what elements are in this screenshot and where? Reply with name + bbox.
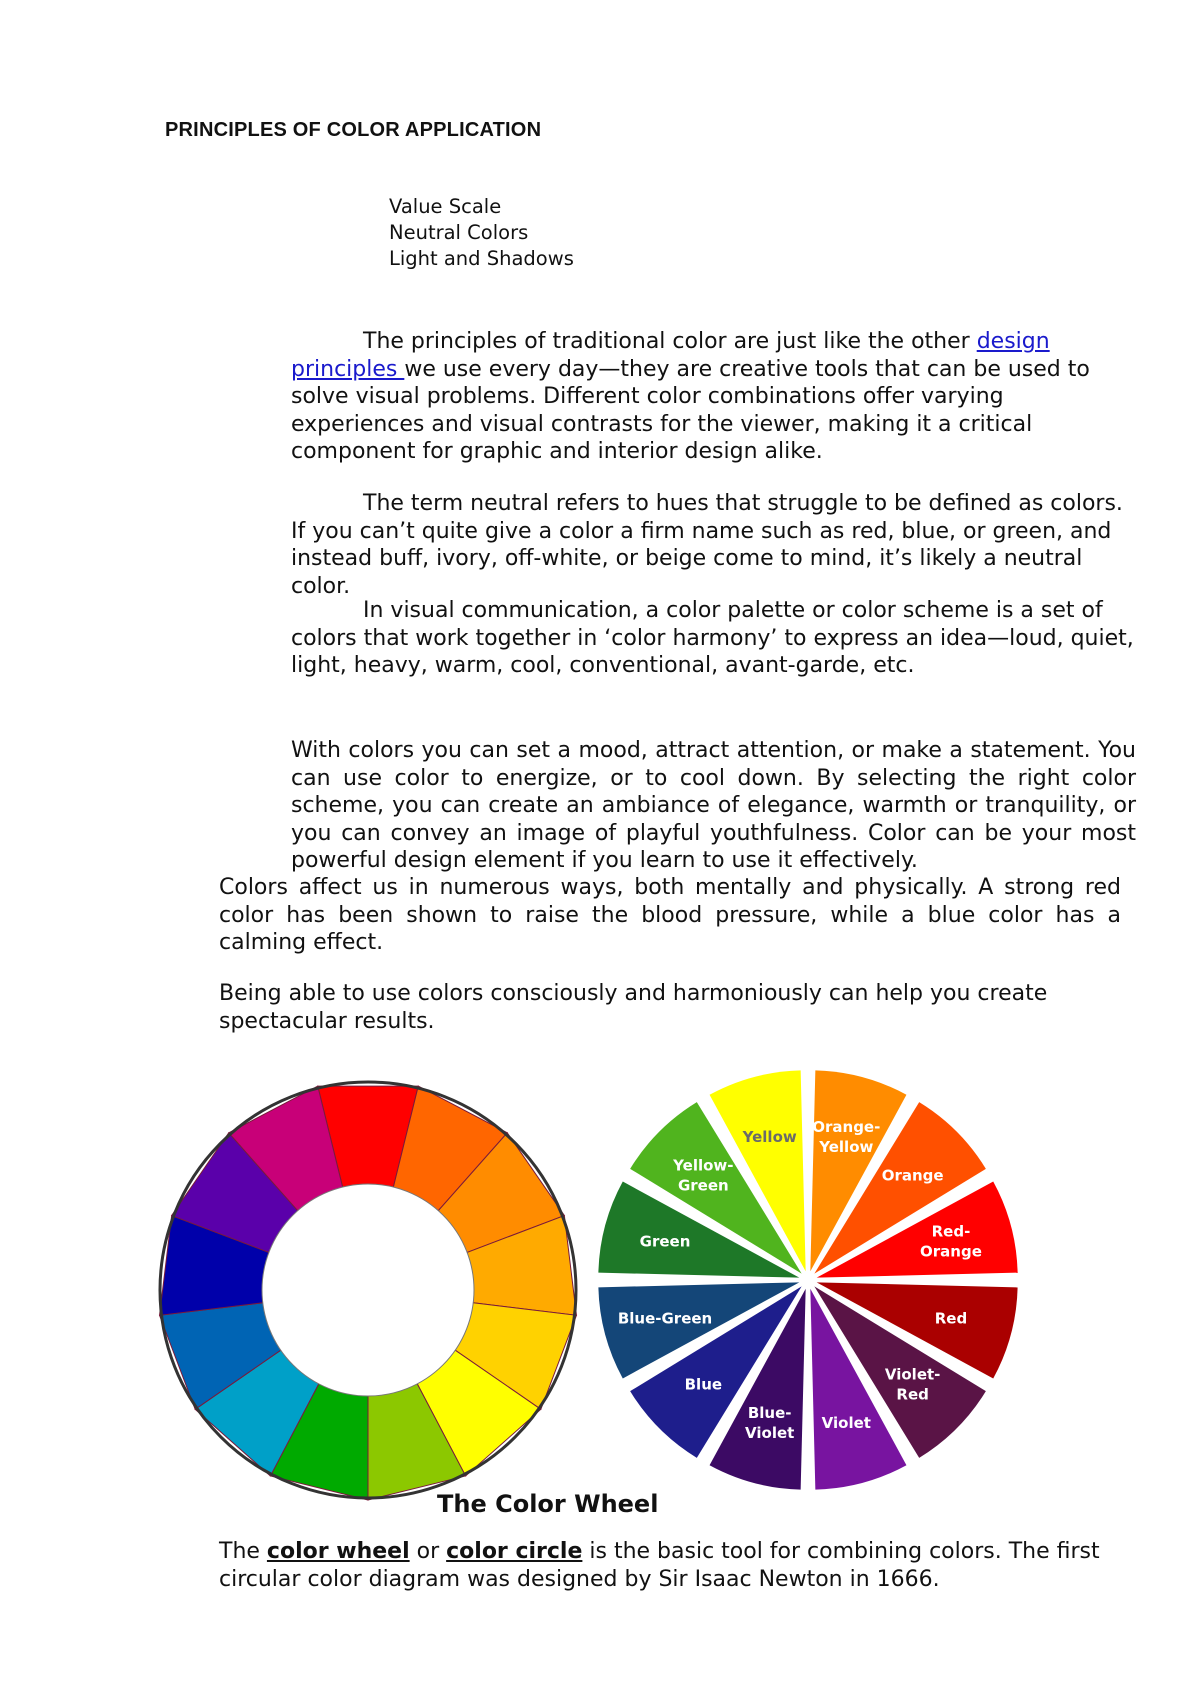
paragraph-text: The principles of traditional color are just like the other (363, 329, 977, 354)
paragraph-text: we use every day—they are creative tools that can be used to solve visual problems. Different color combinations offer varying experiences and visual contrasts for the viewer, making it a critical component for graphic and interior design alike. (291, 356, 1090, 464)
labeled-wheel-label: Yellow (742, 1128, 797, 1147)
paragraph-neutral (291, 490, 1136, 600)
color-wheel-caption: The Color Wheel (437, 1490, 659, 1518)
labeled-wheel-label: Red (934, 1309, 968, 1328)
paragraph-harmony: Being able to use colors consciously and harmoniously can help you create spectacular results. (219, 981, 1048, 1034)
paragraph-text: The term neutral refers to hues that struggle to be defined as colors. If you can’t quite give a color a firm name such as red, blue, or green, and instead buff, ivory, off-white, or beige come to mind, it’s likely a neutral color. (291, 491, 1123, 599)
ring-wheel-center (262, 1184, 474, 1396)
paragraph-palette (291, 597, 1136, 680)
labeled-wheel-label: Violet (821, 1413, 871, 1432)
paragraph-text: The (219, 1539, 267, 1564)
design-principles-link[interactable]: design principles (291, 329, 1050, 382)
labeled-wheel-label: Violet-Red (884, 1365, 941, 1404)
labeled-wheel-label: Blue (684, 1375, 723, 1394)
labeled-wheel-label: Blue-Green (617, 1309, 713, 1328)
color-wheel-term: color wheel (266, 1539, 410, 1564)
labeled-wheel-label: Red-Orange (920, 1222, 982, 1261)
paragraph-text: or (409, 1539, 447, 1564)
labeled-color-wheel-image (593, 1065, 1023, 1495)
topic-item: Value Scale (389, 195, 502, 218)
topic-item: Light and Shadows (389, 247, 574, 270)
paragraph-color-wheel (219, 1538, 1121, 1593)
paragraph-text: In visual communication, a color palette or color scheme is a set of colors that work together in ‘color harmony’ to express an idea—loud, quiet, light, heavy, warm, cool, conventional, avant-garde, etc. (291, 598, 1134, 678)
topic-list (389, 194, 574, 272)
labeled-wheel-label: Yellow-Green (673, 1156, 734, 1195)
labeled-wheel-label: Green (639, 1232, 691, 1251)
ring-color-wheel-image (148, 1070, 588, 1510)
paragraph-principles (291, 328, 1136, 466)
paragraph-mood: With colors you can set a mood, attract attention, or make a statement. You can use color to energize, or to cool down. By selecting the right color scheme, you can create an ambiance of elegance, warmth or tranquility, or you can convey an image of playful youthfulness. Color can be your most powerful design element if you learn to use it effectively. (291, 738, 1136, 873)
page-title: PRINCIPLES OF COLOR APPLICATION (165, 119, 542, 141)
topic-item: Neutral Colors (389, 221, 529, 244)
labeled-wheel-label: Blue-Violet (745, 1403, 795, 1442)
labeled-wheel-label: Orange-Yellow (812, 1118, 881, 1157)
color-circle-term: color circle (446, 1539, 583, 1564)
labeled-wheel-label: Orange (881, 1166, 944, 1185)
paragraph-effects: Colors affect us in numerous ways, both mentally and physically. A strong red color has been shown to raise the blood pressure, while a blue color has a calming effect. (219, 875, 1121, 955)
paragraph-text: is the basic tool for combining colors. The first circular color diagram was designed by Sir Isaac Newton in 1666. (219, 1539, 1100, 1592)
